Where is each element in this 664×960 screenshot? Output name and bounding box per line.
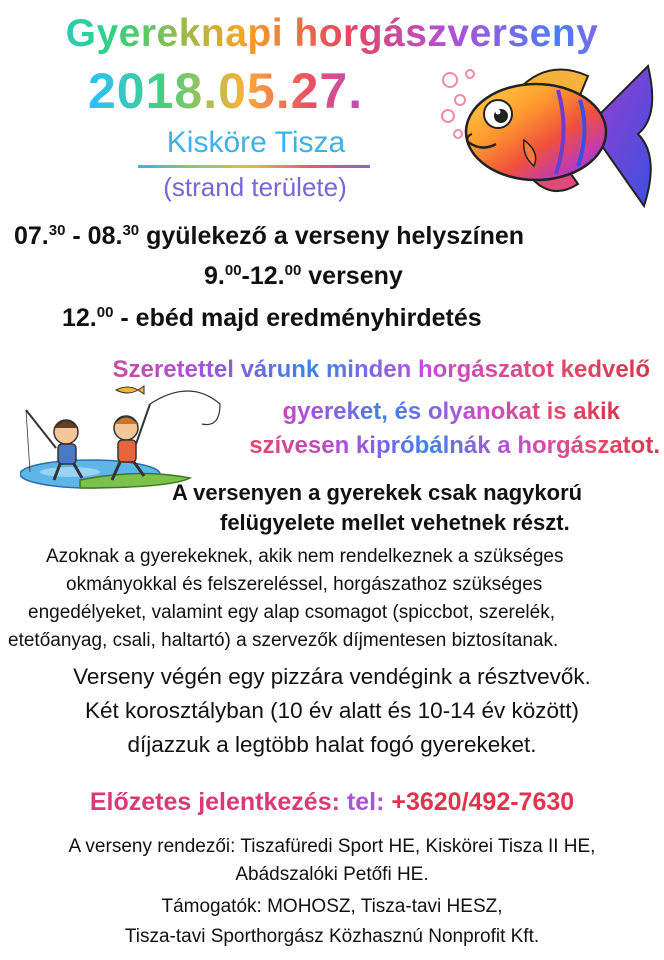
location-underline bbox=[138, 165, 370, 168]
rainbow-fish-icon bbox=[438, 56, 660, 212]
location-note: (strand területe) bbox=[163, 172, 347, 202]
kids-fishing-icon bbox=[20, 384, 230, 490]
equipment-line-2: okmányokkal és felszereléssel, horgászathoz szükséges bbox=[66, 574, 543, 595]
registration-label: Előzetes jelentkezés: bbox=[89, 788, 340, 816]
equipment-line-4: etetőanyag, csali, haltartó) a szervezők díjmentesen biztosítanak. bbox=[8, 630, 559, 651]
schedule-row-2: 9.00-12.00 verseny bbox=[204, 262, 403, 290]
prizes-line-3: díjazzuk a legtöbb halat fogó gyerekeket. bbox=[127, 732, 537, 757]
registration-contact bbox=[0, 788, 664, 817]
supervision-line-2: felügyelete mellet vehetnek részt. bbox=[220, 510, 570, 535]
equipment-line-3: engedélyeket, valamint egy alap csomagot (spiccbot, szerelék, bbox=[28, 602, 555, 623]
organizers-line-1: A verseny rendezői: Tiszafüredi Sport HE, Kiskörei Tisza II HE, bbox=[68, 836, 596, 857]
invite-line-2: gyereket, és olyanokat is akik bbox=[200, 398, 620, 426]
organizers-line-2: Abádszalóki Petőfi HE. bbox=[235, 864, 429, 885]
prizes-line-1: Verseny végén egy pizzára vendégink a résztvevők. bbox=[73, 664, 591, 689]
schedule-row-1: 07.30 - 08.30 gyülekező a verseny helyszínen bbox=[14, 222, 525, 250]
phone-label: tel: bbox=[346, 788, 385, 816]
supervision-line-1: A versenyen a gyerekek csak nagykorú bbox=[172, 480, 583, 505]
event-date: 2018.05.27. bbox=[88, 62, 428, 120]
invite-line-1: Szeretettel várunk minden horgászatot kedvelő bbox=[30, 356, 650, 384]
supporters-line-2: Tisza-tavi Sporthorgász Közhasznú Nonprofit Kft. bbox=[124, 926, 540, 947]
event-location: Kisköre Tisza bbox=[166, 126, 346, 159]
prizes-line-2: Két korosztályban (10 év alatt és 10-14 év között) bbox=[84, 698, 579, 723]
schedule-row-3: 12.00 - ebéd majd eredményhirdetés bbox=[62, 304, 482, 332]
phone-number: +3620/492-7630 bbox=[391, 788, 575, 816]
equipment-line-1: Azoknak a gyerekeknek, akik nem rendelkeznek a szükséges bbox=[46, 546, 564, 567]
supporters-line-1: Támogatók: MOHOSZ, Tisza-tavi HESZ, bbox=[161, 896, 503, 917]
invite-line-3: szívesen kipróbálnák a horgászatot. bbox=[240, 432, 660, 460]
poster-title: Gyereknapi horgászverseny bbox=[0, 12, 664, 56]
